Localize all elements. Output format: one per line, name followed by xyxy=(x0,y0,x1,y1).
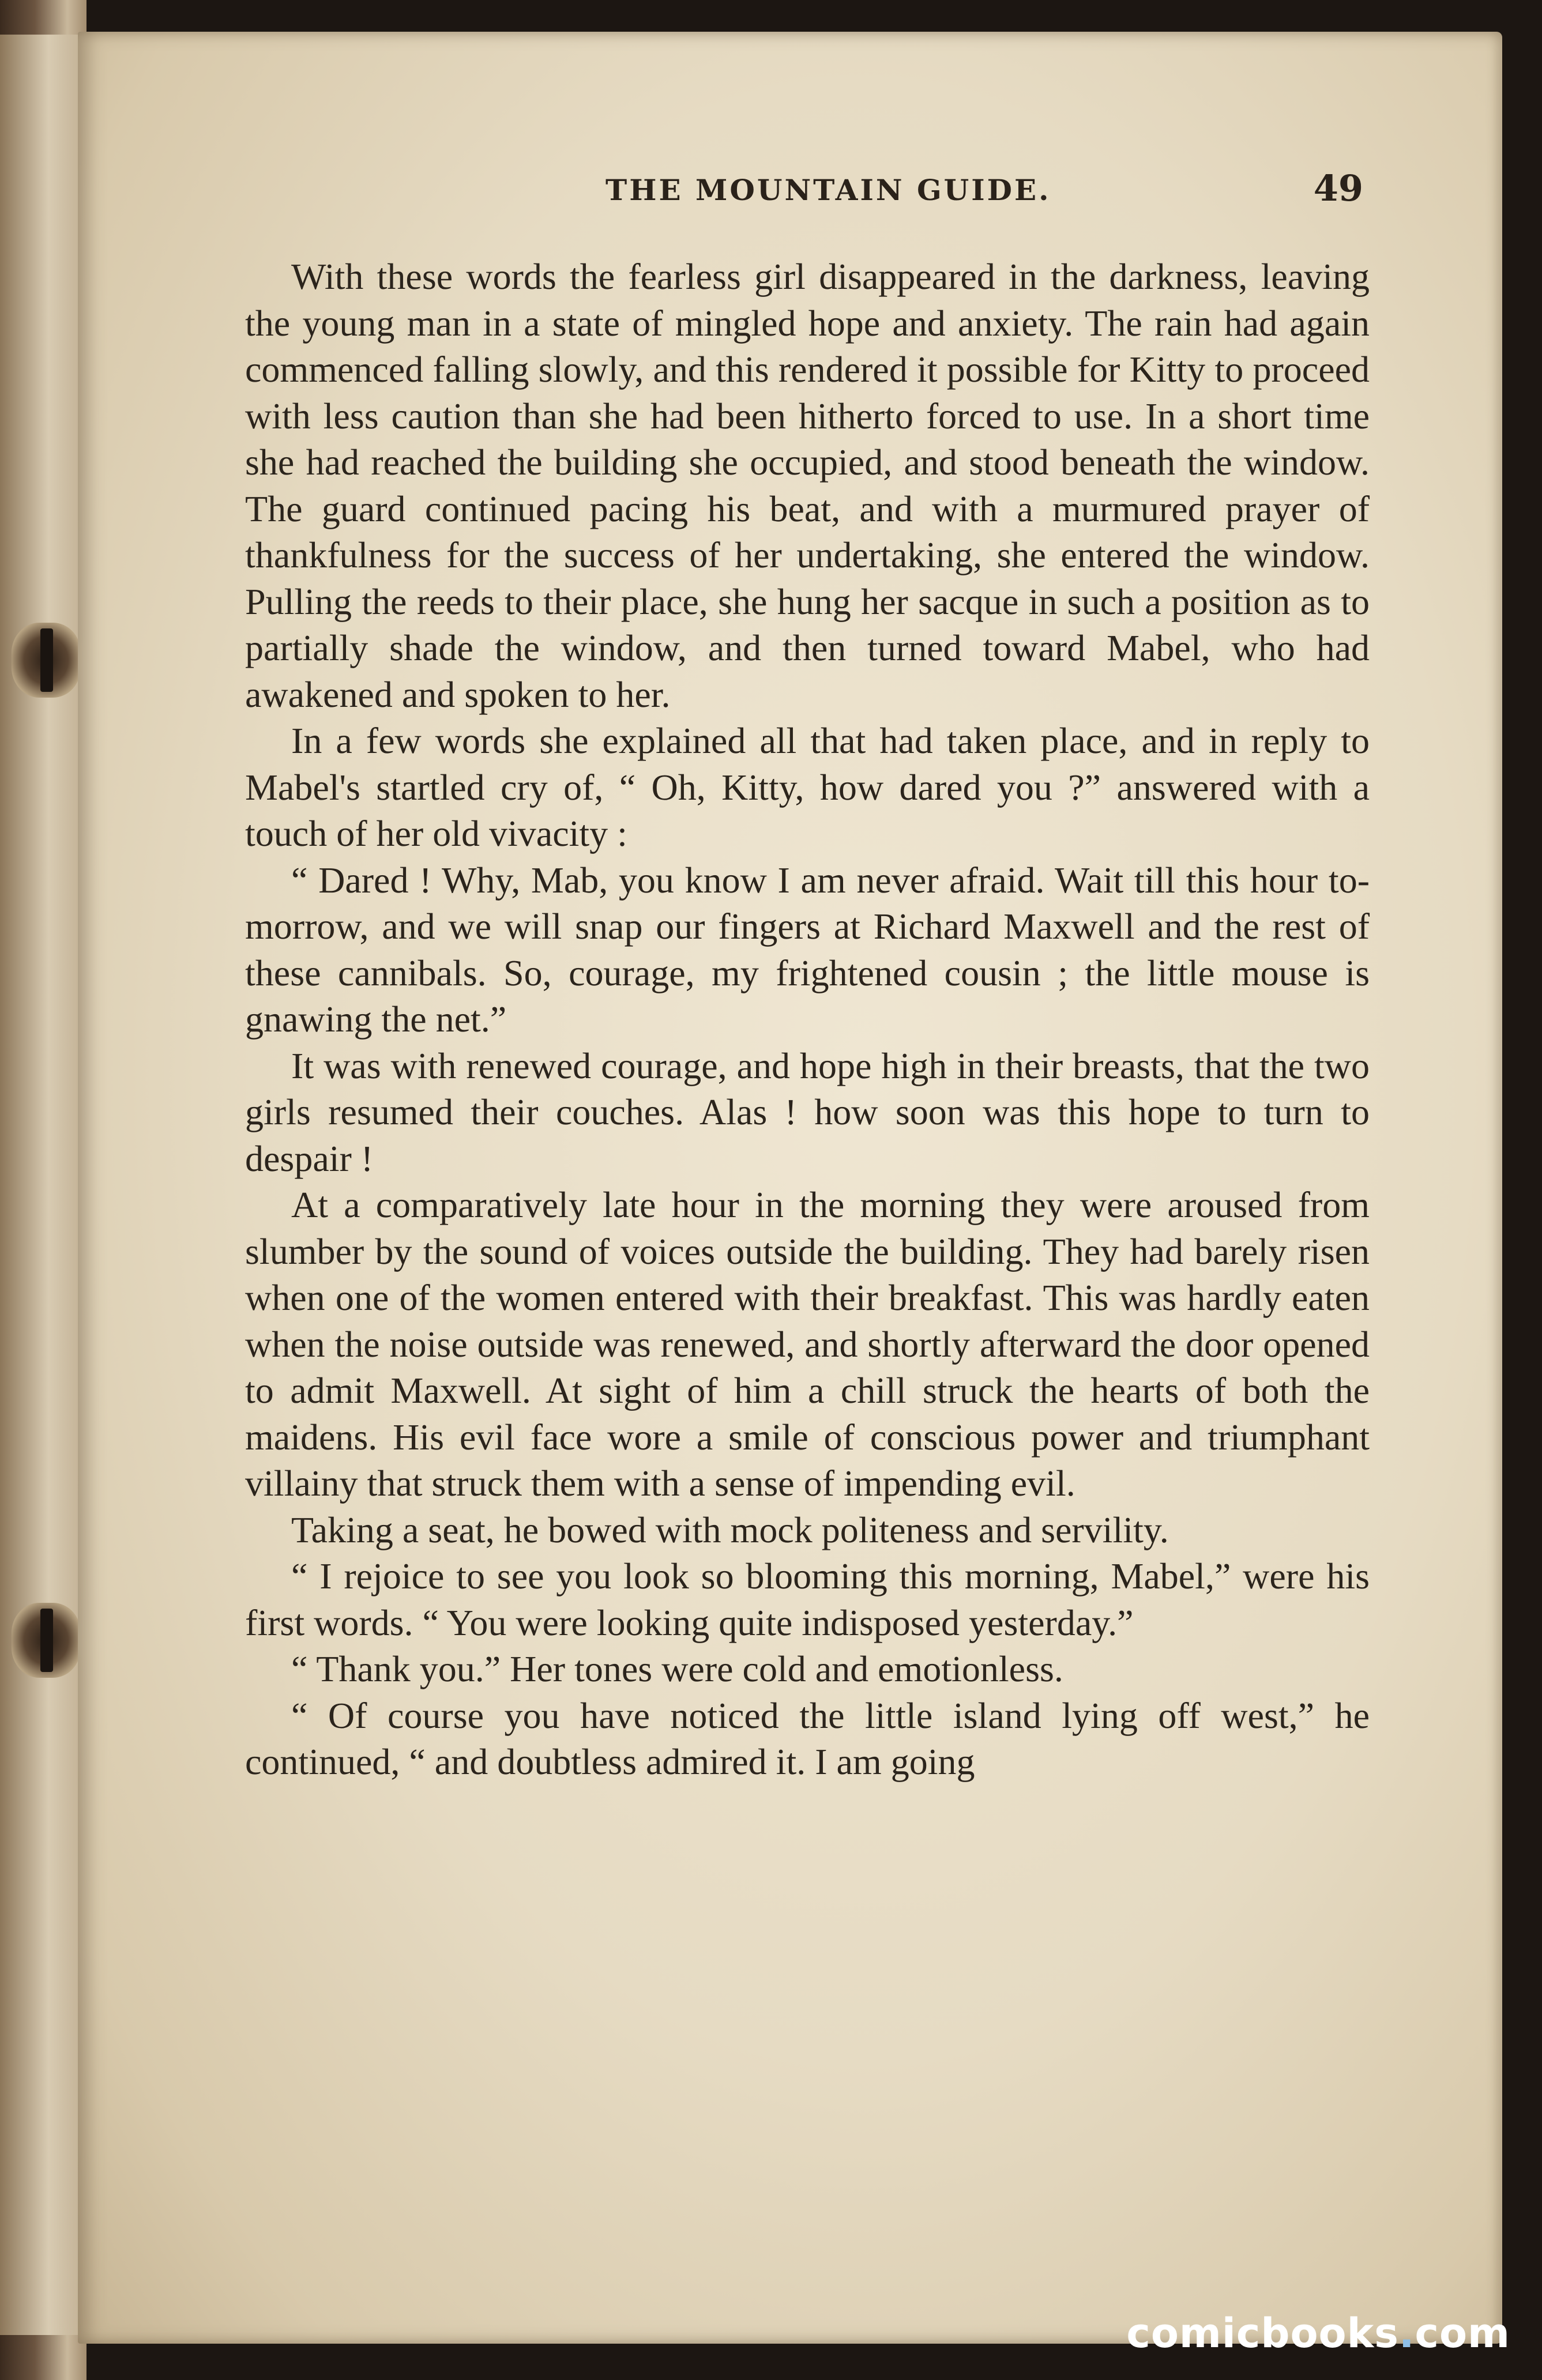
paragraph: At a comparatively late hour in the morning they were aroused from slumber by the sound of voices outside the building. They had barely risen when one of the women entered with their breakfast. This was hardly eaten when the noise outside was renewed, and shortly afterward the door opened to admit Maxwell. At sight of him a chill struck the hearts of both the maidens. His evil face wore a smile of conscious power and triumphant villainy that struck them with a sense of impending evil. xyxy=(245,1184,1370,1504)
page-number: 49 xyxy=(1313,167,1363,209)
running-header-title: THE MOUNTAIN GUIDE. xyxy=(605,173,1051,207)
paragraph: In a few words she explained all that had taken place, and in reply to Mabel's startled cry of, “ Oh, Kitty, how dared you ?” answered with a touch of her old vivacity : xyxy=(245,720,1370,854)
previous-page-edge xyxy=(0,35,81,2335)
paragraph: Taking a seat, he bowed with mock politeness and servility. xyxy=(291,1509,1169,1550)
paragraph: “ Of course you have noticed the little island lying off west,” he continued, “ and doubtless admired it. I am going xyxy=(245,1694,1370,1782)
binding-thread-upper xyxy=(40,628,53,692)
binding-hole-lower xyxy=(12,1603,81,1678)
paragraph: “ Thank you.” Her tones were cold and emotionless. xyxy=(291,1648,1063,1689)
binding-thread-lower xyxy=(40,1609,53,1672)
watermark-left: comicbooks xyxy=(1126,2310,1399,2357)
binding-hole-upper xyxy=(12,623,81,698)
body-text xyxy=(245,254,1370,1786)
watermark-right: com xyxy=(1415,2310,1510,2357)
paragraph: “ Dared ! Why, Mab, you know I am never afraid. Wait till this hour to-morrow, and we will snap our fingers at Richard Maxwell and the rest of these cannibals. So, courage, my frightened cousin ; the little mouse is gnawing the net.” xyxy=(245,859,1370,1040)
paragraph: “ I rejoice to see you look so blooming this morning, Mabel,” were his first words. “ You were looking quite indisposed yesterday.” xyxy=(245,1556,1370,1643)
paragraph: With these words the fearless girl disappeared in the darkness, leaving the young man in a state of mingled hope and anxiety. The rain had again commenced falling slowly, and this rendered it possible for Kitty to proceed with less caution than she had been hitherto forced to use. In a short time she had reached the building she occupied, and stood beneath the window. The guard continued pacing his beat, and with a murmured prayer of thankfulness for the success of her undertaking, she entered the window. Pulling the reeds to their place, she hung her sacque in such a position as to partially shade the window, and then turned toward Mabel, who had awakened and spoken to her. xyxy=(245,256,1370,715)
watermark-dot: . xyxy=(1398,2310,1415,2357)
site-watermark xyxy=(1126,2310,1510,2357)
paragraph: It was with renewed courage, and hope high in their breasts, that the two girls resumed their couches. Alas ! how soon was this hope to turn to despair ! xyxy=(245,1045,1370,1179)
